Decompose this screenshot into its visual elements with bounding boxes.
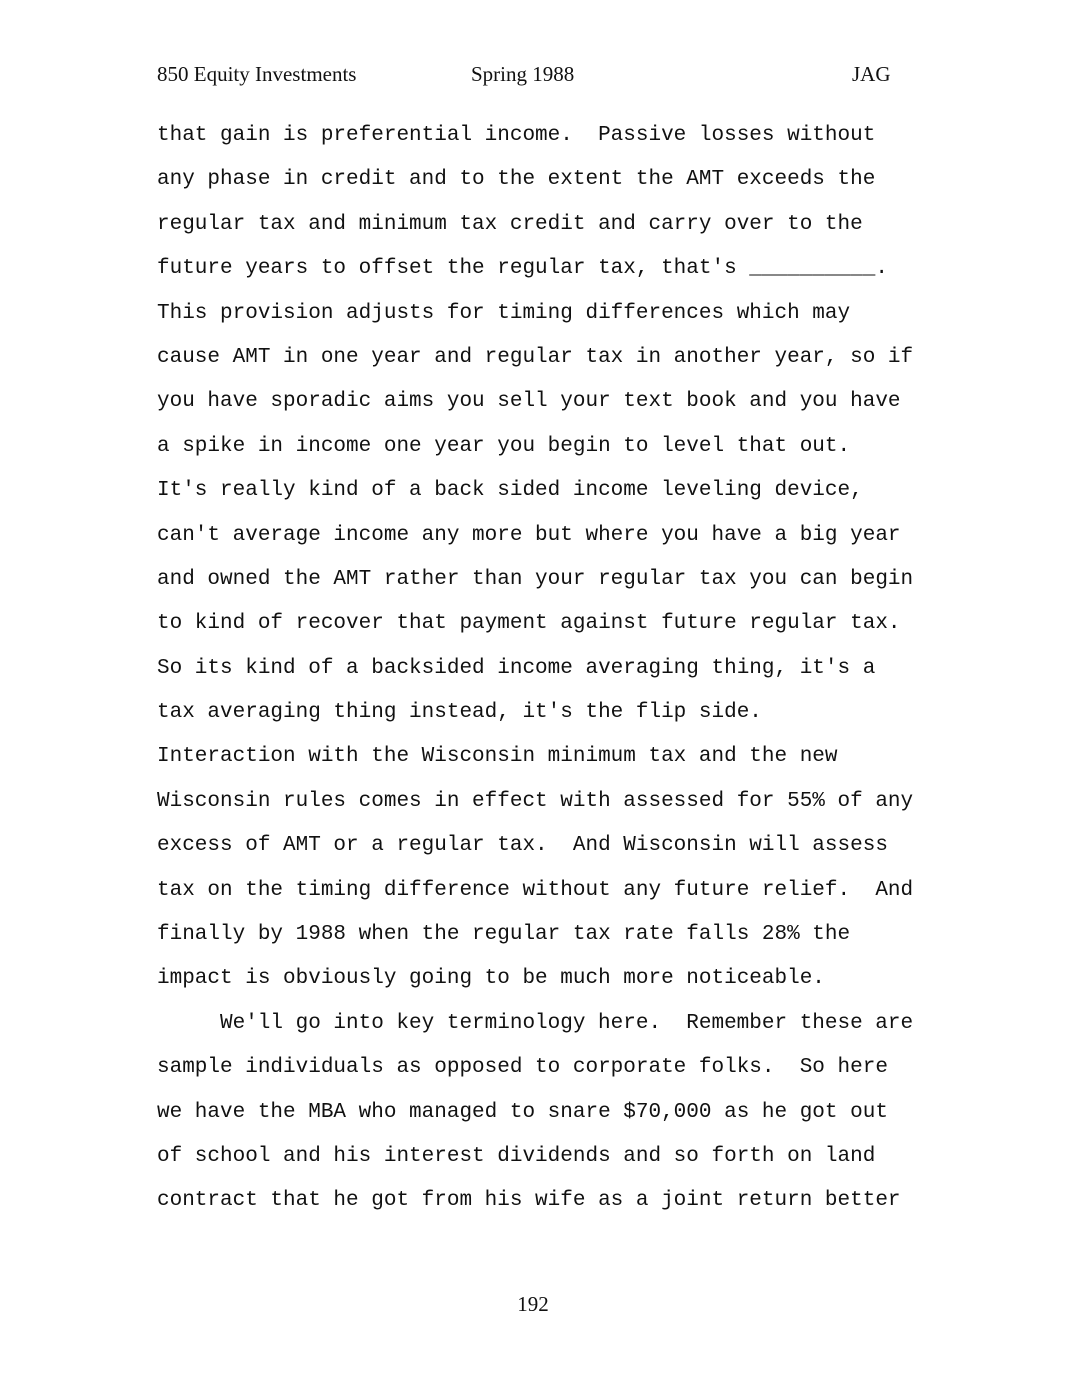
text-line: that gain is preferential income. Passive losses without [157,124,876,147]
text-line: you have sporadic aims you sell your text book and you have [157,390,901,414]
text-line: impact is obviously going to be much more noticeable. [157,967,825,991]
text-line: to kind of recover that payment against future regular tax. [157,612,901,636]
text-line: regular tax and minimum tax credit and carry over to the [157,212,863,236]
text-line: contract that he got from his wife as a joint return better [157,1189,901,1213]
text-line: sample individuals as opposed to corporate folks. So here [157,1056,888,1080]
text-line: Wisconsin rules comes in effect with assessed for 55% of any [157,789,914,813]
text-line: This provision adjusts for timing differences which may [157,301,851,325]
text-line: we have the MBA who managed to snare $70,000 as he got out [157,1100,888,1124]
text-line: any phase in credit and to the extent the AMT exceeds the [157,168,876,192]
header-term: Spring 1988 [471,62,575,86]
text-line: So its kind of a backsided income averaging thing, it's a [157,656,876,680]
page-header [0,62,1066,92]
text-line: excess of AMT or a regular tax. And Wisconsin will assess [157,834,888,858]
header-course-title: 850 Equity Investments [157,62,357,86]
text-line: It's really kind of a back sided income leveling device, [157,479,863,503]
text-line: can't average income any more but where you have a big year [157,523,901,547]
text-line: tax on the timing difference without any future relief. And [157,878,914,902]
text-line: future years to offset the regular tax, that's __________. [157,257,888,281]
text-line: of school and his interest dividends and so forth on land [157,1144,876,1168]
transcript-body [157,114,937,1224]
text-line: cause AMT in one year and regular tax in another year, so if [157,345,914,369]
paragraph-first-line: We'll go into key terminology here. Remember these are [220,1011,914,1035]
text-line: a spike in income one year you begin to level that out. [157,434,851,458]
text-line: finally by 1988 when the regular tax rate falls 28% the [157,923,851,947]
text-line: Interaction with the Wisconsin minimum tax and the new [157,745,838,769]
page-number: 192 [517,1292,549,1316]
header-author-initials: JAG [852,62,891,86]
text-line: and owned the AMT rather than your regular tax you can begin [157,567,914,591]
text-line: tax averaging thing instead, it's the flip side. [157,701,762,725]
